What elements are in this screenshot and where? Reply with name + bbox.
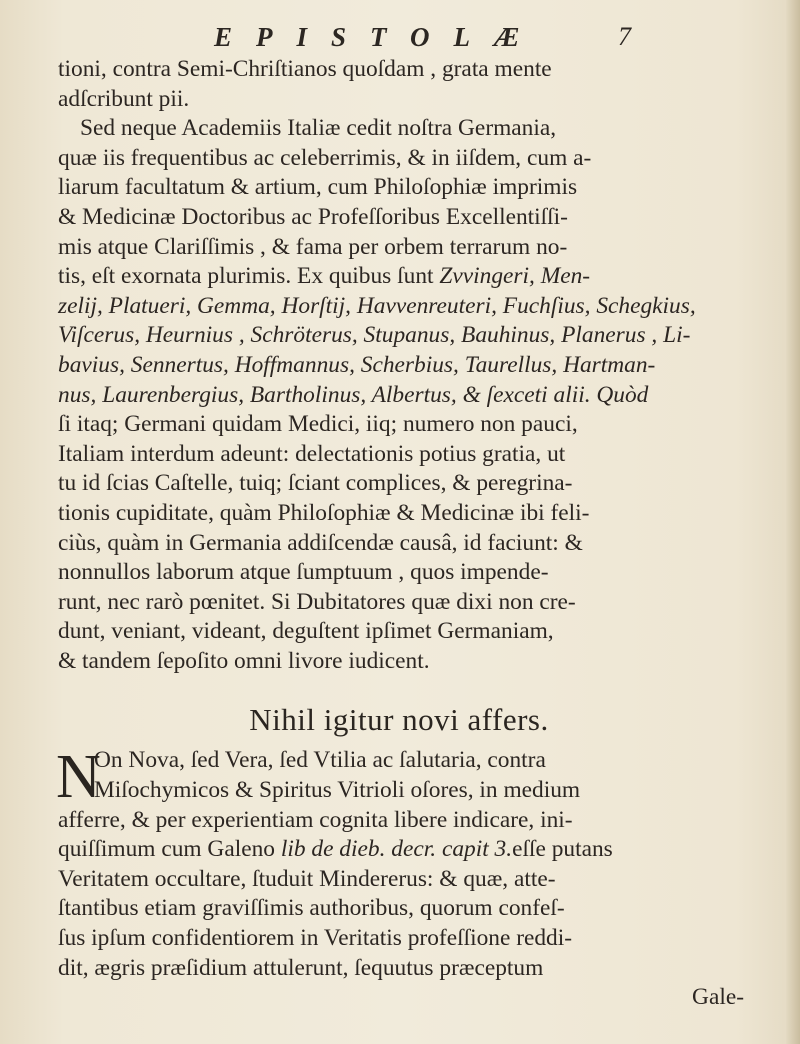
text-line: runt, nec rarò pœnitet. Si Dubitatores quæ dixi non cre-: [58, 588, 576, 615]
text-line-italic: [58, 381, 770, 411]
text-line-italic: [58, 321, 770, 351]
page-number: 7: [618, 22, 631, 51]
text-line-main: quiſſimum cum Galeno: [58, 836, 275, 863]
text-line: liarum facultatum & artium, cum Philoſophiæ imprimis: [58, 174, 578, 201]
section-heading: Nihil igitur novi affers.: [249, 702, 549, 738]
body-text: [58, 55, 770, 1013]
text-line: ſtantibus etiam graviſſimis authoribus, quorum confeſ-: [58, 895, 565, 922]
text-line: quæ iis frequentibus ac celeberrimis, & in iiſdem, cum a-: [58, 144, 592, 171]
text-line: nonnullos laborum atque ſumptuum , quos impende-: [58, 559, 549, 586]
text-line: Miſochymicos & Spiritus Vitrioli oſores, in medium: [94, 777, 581, 804]
text-line: Italiam interdum adeunt: delectationis potius gratia, ut: [58, 440, 566, 467]
text-line: ſus ipſum confidentiorem in Veritatis profeſſione reddi-: [58, 925, 573, 952]
drop-capital: N: [56, 743, 101, 812]
page-edge: [786, 0, 800, 1044]
paragraph-2: [56, 743, 770, 1012]
text-line: tioni, contra Semi-Chriſtianos quoſdam , grata mente: [58, 56, 552, 82]
text-line: Sed neque Academiis Italiæ cedit noſtra Germania,: [80, 115, 557, 142]
text-line: On Nova, ſed Vera, ſed Vtilia ac ſalutaria, contra: [94, 747, 546, 774]
text-line: & Medicinæ Doctoribus ac Profeſſoribus Excellentiſſi-: [58, 203, 568, 230]
text-line: Veritatem occultare, ſtuduit Mindererus: & quæ, atte-: [58, 865, 556, 892]
catchword: [58, 983, 770, 1013]
text-line-italic: [58, 292, 770, 322]
citation: lib de dieb. decr. capit 3.: [280, 836, 513, 863]
text-line: dunt, veniant, videant, deguſtent ipſimet Germaniam,: [58, 618, 554, 645]
text-line: afferre, & per experientiam cognita libere indicare, ini-: [58, 806, 573, 833]
italic-names: Viſcerus, Heurnius , Schröterus, Stupanus, Bauhinus, Planerus , Li-: [58, 322, 691, 349]
page-header: [58, 16, 658, 56]
catchword-text: Gale-: [692, 984, 744, 1011]
text-line: adſcribunt pii.: [58, 85, 190, 112]
text-line: tionis cupiditate, quàm Philoſophiæ & Medicinæ ibi feli-: [58, 499, 590, 526]
text-line: mis atque Clariſſimis , & fama per orbem terrarum no-: [58, 233, 568, 260]
text-line: & tandem ſepoſito omni livore iudicent.: [58, 647, 430, 674]
italic-names: Zvvingeri, Men-: [439, 263, 591, 290]
text-line: tu id ſcias Caſtelle, tuiq; ſciant complices, & peregrina-: [58, 470, 573, 497]
text-line-italic: [58, 351, 770, 381]
text-line: ſi itaq; Germani quidam Medici, iiq; numero non pauci,: [58, 411, 578, 438]
text-line: [58, 835, 770, 865]
italic-names: zelij, Platueri, Gemma, Horſtij, Havvenreuteri, Fuchſius, Schegkius,: [58, 292, 696, 319]
text-line-tail: eſſe putans: [512, 836, 613, 863]
text-line-main: tis, eſt exornata plurimis. Ex quibus ſunt: [58, 263, 434, 290]
text-line: dit, ægris præſidium attulerunt, ſequutus præceptum: [58, 954, 544, 981]
italic-names: nus, Laurenbergius, Bartholinus, Albertus, & ſexceti alii. Quòd: [58, 381, 649, 408]
running-head: EPISTOLÆ: [214, 22, 544, 52]
text-line: [58, 262, 770, 292]
italic-names: bavius, Sennertus, Hoffmannus, Scherbius, Taurellus, Hartman-: [58, 351, 656, 378]
text-line: ciùs, quàm in Germania addiſcendæ causâ, id faciunt: &: [58, 529, 583, 556]
